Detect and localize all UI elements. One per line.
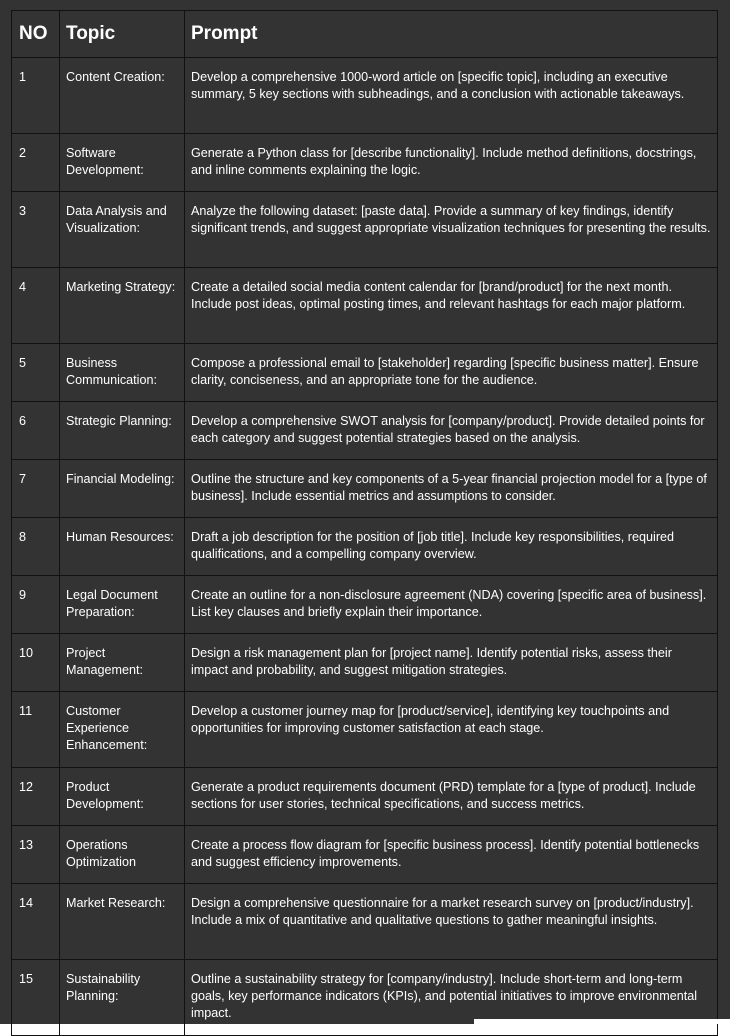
row-number: 15 [12,960,60,1036]
row-prompt: Create an outline for a non-disclosure agreement (NDA) covering [specific area of business]. List key clauses and briefly explain their importance. [185,576,718,634]
row-prompt: Outline the structure and key components of a 5-year financial projection model for a [type of business]. Include essential metrics and assumptions to consider. [185,460,718,518]
table-header [12,11,718,58]
table-row [12,58,718,134]
row-number: 7 [12,460,60,518]
row-prompt: Design a risk management plan for [project name]. Identify potential risks, assess their impact and probability, and suggest mitigation strategies. [185,634,718,692]
row-number: 9 [12,576,60,634]
row-prompt: Generate a Python class for [describe functionality]. Include method definitions, docstrings, and inline comments explaining the logic. [185,134,718,192]
table-row [12,134,718,192]
row-number: 12 [12,768,60,826]
table-row [12,460,718,518]
table-row [12,768,718,826]
row-prompt: Generate a product requirements document (PRD) template for a [type of product]. Include sections for user stories, technical specifications, and success metrics. [185,768,718,826]
row-number: 6 [12,402,60,460]
row-topic: Content Creation: [60,58,185,134]
table-row [12,518,718,576]
table-row [12,402,718,460]
row-number: 2 [12,134,60,192]
row-topic: Legal Document Preparation: [60,576,185,634]
header-prompt: Prompt [185,11,718,58]
table-row [12,692,718,768]
table-row [12,576,718,634]
row-topic: Business Communication: [60,344,185,402]
row-prompt: Develop a comprehensive 1000-word article on [specific topic], including an executive summary, 5 key sections with subheadings, and a conclusion with actionable takeaways. [185,58,718,134]
row-number: 8 [12,518,60,576]
row-prompt: Create a detailed social media content calendar for [brand/product] for the next month. Include post ideas, optimal posting times, and relevant hashtags for each major platform. [185,268,718,344]
row-number: 13 [12,826,60,884]
row-topic: Market Research: [60,884,185,960]
header-row [12,11,718,58]
table-row [12,268,718,344]
row-number: 4 [12,268,60,344]
row-prompt: Compose a professional email to [stakeholder] regarding [specific business matter]. Ensure clarity, conciseness, and an appropriate tone for the audience. [185,344,718,402]
row-topic: Sustainability Planning: [60,960,185,1036]
row-topic: Marketing Strategy: [60,268,185,344]
row-prompt: Create a process flow diagram for [specific business process]. Identify potential bottlenecks and suggest efficiency improvements. [185,826,718,884]
row-number: 14 [12,884,60,960]
row-number: 1 [12,58,60,134]
row-topic: Product Development: [60,768,185,826]
row-prompt: Develop a customer journey map for [product/service], identifying key touchpoints and opportunities for improving customer satisfaction at each stage. [185,692,718,768]
row-topic: Operations Optimization [60,826,185,884]
table-row [12,884,718,960]
row-topic: Data Analysis and Visualization: [60,192,185,268]
row-number: 10 [12,634,60,692]
row-prompt: Design a comprehensive questionnaire for a market research survey on [product/industry]. Include a mix of quantitative and qualitative questions to gather meaningful insights. [185,884,718,960]
row-topic: Financial Modeling: [60,460,185,518]
row-prompt: Draft a job description for the position of [job title]. Include key responsibilities, required qualifications, and a compelling company overview. [185,518,718,576]
bottom-corner-patch [474,1019,730,1024]
row-topic: Project Management: [60,634,185,692]
table-row [12,634,718,692]
row-prompt: Analyze the following dataset: [paste data]. Provide a summary of key findings, identify significant trends, and suggest appropriate visualization techniques for presenting the results. [185,192,718,268]
row-topic: Customer Experience Enhancement: [60,692,185,768]
header-topic: Topic [60,11,185,58]
row-prompt: Develop a comprehensive SWOT analysis for [company/product]. Provide detailed points for each category and suggest potential strategies based on the analysis. [185,402,718,460]
table-row [12,344,718,402]
table-body [12,58,718,1036]
row-number: 3 [12,192,60,268]
table-row [12,192,718,268]
row-number: 11 [12,692,60,768]
table-row [12,826,718,884]
row-number: 5 [12,344,60,402]
header-no: NO [12,11,60,58]
row-prompt: Outline a sustainability strategy for [company/industry]. Include short-term and long-term goals, key performance indicators (KPIs), and potential initiatives to improve environmental impact. [185,960,718,1036]
table-row [12,960,718,1036]
prompt-table [11,10,718,1036]
row-topic: Human Resources: [60,518,185,576]
row-topic: Software Development: [60,134,185,192]
row-topic: Strategic Planning: [60,402,185,460]
